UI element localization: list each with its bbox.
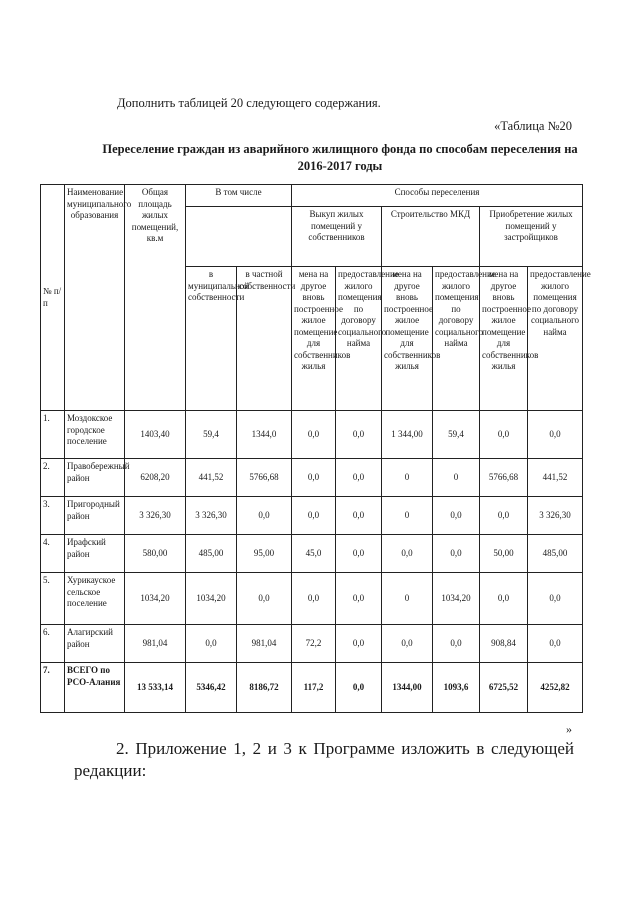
row-buyout-social: 0,0	[336, 411, 382, 459]
row-name: Ирафский район	[65, 535, 125, 573]
header-social-buyout: предоставление жилого помещения по договору социального найма	[336, 267, 382, 411]
row-acquisition-social: 3 326,30	[528, 497, 583, 535]
row-construction-exchange: 0	[382, 459, 433, 497]
header-social-construction: предоставление жилого помещения по договору социального найма	[433, 267, 480, 411]
row-acquisition-exchange: 0,0	[480, 411, 528, 459]
row-construction-social: 0,0	[433, 625, 480, 663]
total-num: 7.	[41, 663, 65, 713]
row-buyout-exchange: 0,0	[292, 573, 336, 625]
header-including: В том числе	[186, 185, 292, 207]
row-municipal: 0,0	[186, 625, 237, 663]
header-area: Общая площадь жилых помещений, кв.м	[125, 185, 186, 411]
row-construction-exchange: 0	[382, 573, 433, 625]
row-buyout-exchange: 45,0	[292, 535, 336, 573]
total-name: ВСЕГО по РСО-Алания	[65, 663, 125, 713]
row-buyout-social: 0,0	[336, 573, 382, 625]
row-private: 0,0	[237, 573, 292, 625]
header-social-acquisition: предоставление жилого помещения по договору социального найма	[528, 267, 583, 411]
header-exchange-acquisition: мена на другое вновь построенное жилое помещение для собственников жилья	[480, 267, 528, 411]
row-buyout-social: 0,0	[336, 497, 382, 535]
row-buyout-social: 0,0	[336, 535, 382, 573]
row-name: Пригородный район	[65, 497, 125, 535]
table-row	[41, 573, 583, 625]
row-area: 1403,40	[125, 411, 186, 459]
row-private: 1344,0	[237, 411, 292, 459]
row-acquisition-exchange: 0,0	[480, 497, 528, 535]
resettlement-table	[40, 184, 591, 713]
row-municipal: 1034,20	[186, 573, 237, 625]
row-municipal: 441,52	[186, 459, 237, 497]
row-construction-social: 0,0	[433, 535, 480, 573]
header-acquisition: Приобретение жилых помещений у застройщиков	[480, 207, 583, 267]
total-acquisition-exchange: 6725,52	[480, 663, 528, 713]
row-buyout-exchange: 0,0	[292, 411, 336, 459]
header-buyout: Выкуп жилых помещений у собственников	[292, 207, 382, 267]
row-name: Алагирский район	[65, 625, 125, 663]
header-municipal: в муниципальной собственности	[186, 267, 237, 411]
table-row-total	[41, 663, 583, 713]
row-construction-social: 0	[433, 459, 480, 497]
row-acquisition-social: 0,0	[528, 411, 583, 459]
table-row	[41, 497, 583, 535]
row-acquisition-social: 441,52	[528, 459, 583, 497]
row-buyout-social: 0,0	[336, 625, 382, 663]
table-title: Переселение граждан из аварийного жилищного фонда по способам переселения на 2016-2017 годы	[102, 142, 578, 173]
header-methods: Способы переселения	[292, 185, 583, 207]
row-area: 1034,20	[125, 573, 186, 625]
header-exchange-buyout: мена на другое вновь построенное жилое помещение для собственников жилья	[292, 267, 336, 411]
row-acquisition-exchange: 908,84	[480, 625, 528, 663]
row-num: 2.	[41, 459, 65, 497]
row-private: 0,0	[237, 497, 292, 535]
header-exchange-construction: мена на другое вновь построенное жилое помещение для собственников жилья	[382, 267, 433, 411]
table-row	[41, 459, 583, 497]
row-municipal: 485,00	[186, 535, 237, 573]
row-acquisition-social: 0,0	[528, 573, 583, 625]
row-num: 3.	[41, 497, 65, 535]
row-area: 580,00	[125, 535, 186, 573]
table-row	[41, 625, 583, 663]
header-name: Наименование муниципального образования	[65, 185, 125, 411]
closing-quote: »	[566, 722, 572, 736]
row-acquisition-social: 485,00	[528, 535, 583, 573]
row-acquisition-social: 0,0	[528, 625, 583, 663]
row-construction-social: 1034,20	[433, 573, 480, 625]
row-municipal: 3 326,30	[186, 497, 237, 535]
row-construction-exchange: 0	[382, 497, 433, 535]
total-buyout-exchange: 117,2	[292, 663, 336, 713]
total-acquisition-social: 4252,82	[528, 663, 583, 713]
row-construction-social: 59,4	[433, 411, 480, 459]
row-area: 6208,20	[125, 459, 186, 497]
row-name: Хурикауское сельское поселение	[65, 573, 125, 625]
header-num: № п/ п	[41, 185, 65, 411]
row-private: 95,00	[237, 535, 292, 573]
row-construction-exchange: 1 344,00	[382, 411, 433, 459]
header-construction: Строительство МКД	[382, 207, 480, 267]
row-num: 6.	[41, 625, 65, 663]
row-construction-exchange: 0,0	[382, 625, 433, 663]
total-buyout-social: 0,0	[336, 663, 382, 713]
row-area: 3 326,30	[125, 497, 186, 535]
total-area: 13 533,14	[125, 663, 186, 713]
total-construction-social: 1093,6	[433, 663, 480, 713]
row-municipal: 59,4	[186, 411, 237, 459]
row-buyout-social: 0,0	[336, 459, 382, 497]
table-row	[41, 535, 583, 573]
row-buyout-exchange: 0,0	[292, 459, 336, 497]
paragraph: 2. Приложение 1, 2 и 3 к Программе изложить в следующей редакции:	[74, 739, 574, 780]
row-acquisition-exchange: 50,00	[480, 535, 528, 573]
row-num: 5.	[41, 573, 65, 625]
row-num: 4.	[41, 535, 65, 573]
row-num: 1.	[41, 411, 65, 459]
row-private: 5766,68	[237, 459, 292, 497]
table-row	[41, 411, 583, 459]
row-private: 981,04	[237, 625, 292, 663]
row-acquisition-exchange: 5766,68	[480, 459, 528, 497]
row-construction-exchange: 0,0	[382, 535, 433, 573]
row-area: 981,04	[125, 625, 186, 663]
header-private: в частной собственности	[237, 267, 292, 411]
row-buyout-exchange: 0,0	[292, 497, 336, 535]
header-including-blank	[186, 207, 292, 267]
total-private: 8186,72	[237, 663, 292, 713]
row-acquisition-exchange: 0,0	[480, 573, 528, 625]
row-name: Моздокское городское поселение	[65, 411, 125, 459]
row-construction-social: 0,0	[433, 497, 480, 535]
intro-text: Дополнить таблицей 20 следующего содержания.	[117, 96, 381, 110]
row-name: Правобережный район	[65, 459, 125, 497]
total-municipal: 5346,42	[186, 663, 237, 713]
row-buyout-exchange: 72,2	[292, 625, 336, 663]
total-construction-exchange: 1344,00	[382, 663, 433, 713]
table-number: «Таблица №20	[494, 119, 572, 133]
